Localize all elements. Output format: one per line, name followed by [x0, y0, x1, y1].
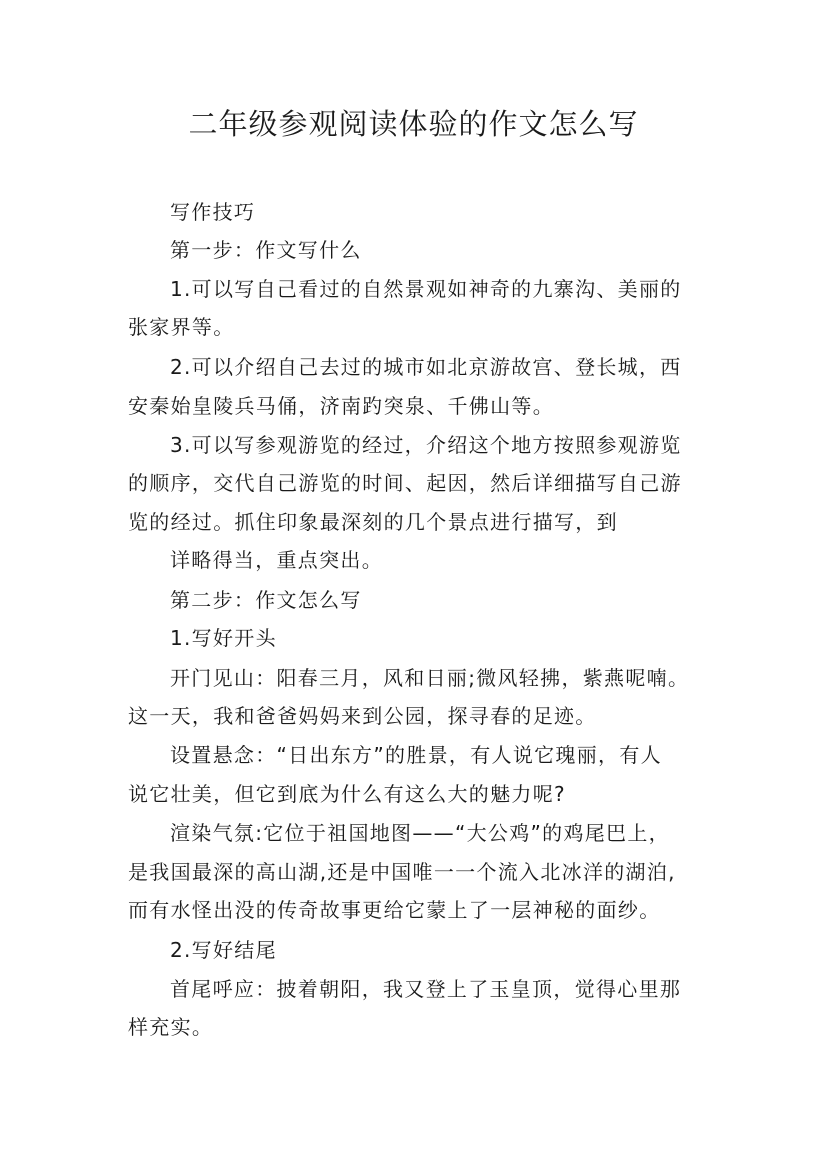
text-line: 首尾呼应：披着朝阳，我又登上了玉皇顶，觉得心里那 — [170, 977, 682, 1001]
text-line: 张家界等。 — [128, 315, 235, 339]
text-line: 渲染气氛:它位于祖国地图——“大公鸡”的鸡尾巴上， — [170, 821, 670, 845]
text-line: 第一步：作文写什么 — [170, 238, 362, 262]
document-title: 二年级参观阅读体验的作文怎么写 — [188, 107, 639, 141]
text-line: 2.写好结尾 — [170, 938, 277, 962]
text-line: 2.可以介绍自己去过的城市如北京游故宫、登长城，西 — [170, 355, 682, 379]
text-line: 样充实。 — [128, 1015, 214, 1039]
text-line: 设置悬念：“日出东方”的胜景，有人说它瑰丽，有人 — [170, 743, 662, 767]
text-line: 是我国最深的高山湖,还是中国唯一一个流入北冰洋的湖泊, — [128, 860, 676, 884]
text-line: 说它壮美，但它到底为什么有这么大的魅力呢? — [128, 782, 566, 806]
text-line: 1.写好开头 — [170, 626, 277, 650]
text-line: 而有水怪出没的传奇故事更给它蒙上了一层神秘的面纱。 — [128, 898, 661, 922]
text-line: 的顺序，交代自己游览的时间、起因，然后详细描写自己游 — [128, 471, 682, 495]
text-line: 3.可以写参观游览的经过，介绍这个地方按照参观游览 — [170, 433, 682, 457]
text-line: 安秦始皇陵兵马俑，济南趵突泉、千佛山等。 — [128, 394, 554, 418]
text-line: 详略得当，重点突出。 — [170, 548, 383, 572]
text-line: 第二步：作文怎么写 — [170, 588, 362, 612]
text-line: 写作技巧 — [170, 200, 256, 224]
text-line: 1.可以写自己看过的自然景观如神奇的九寨沟、美丽的 — [170, 277, 682, 301]
text-line: 这一天，我和爸爸妈妈来到公园，探寻春的足迹。 — [128, 704, 597, 728]
text-line: 览的经过。抓住印象最深刻的几个景点进行描写，到 — [128, 510, 618, 534]
text-line: 开门见山：阳春三月，风和日丽;微风轻拂，紫燕呢喃。 — [170, 666, 690, 690]
